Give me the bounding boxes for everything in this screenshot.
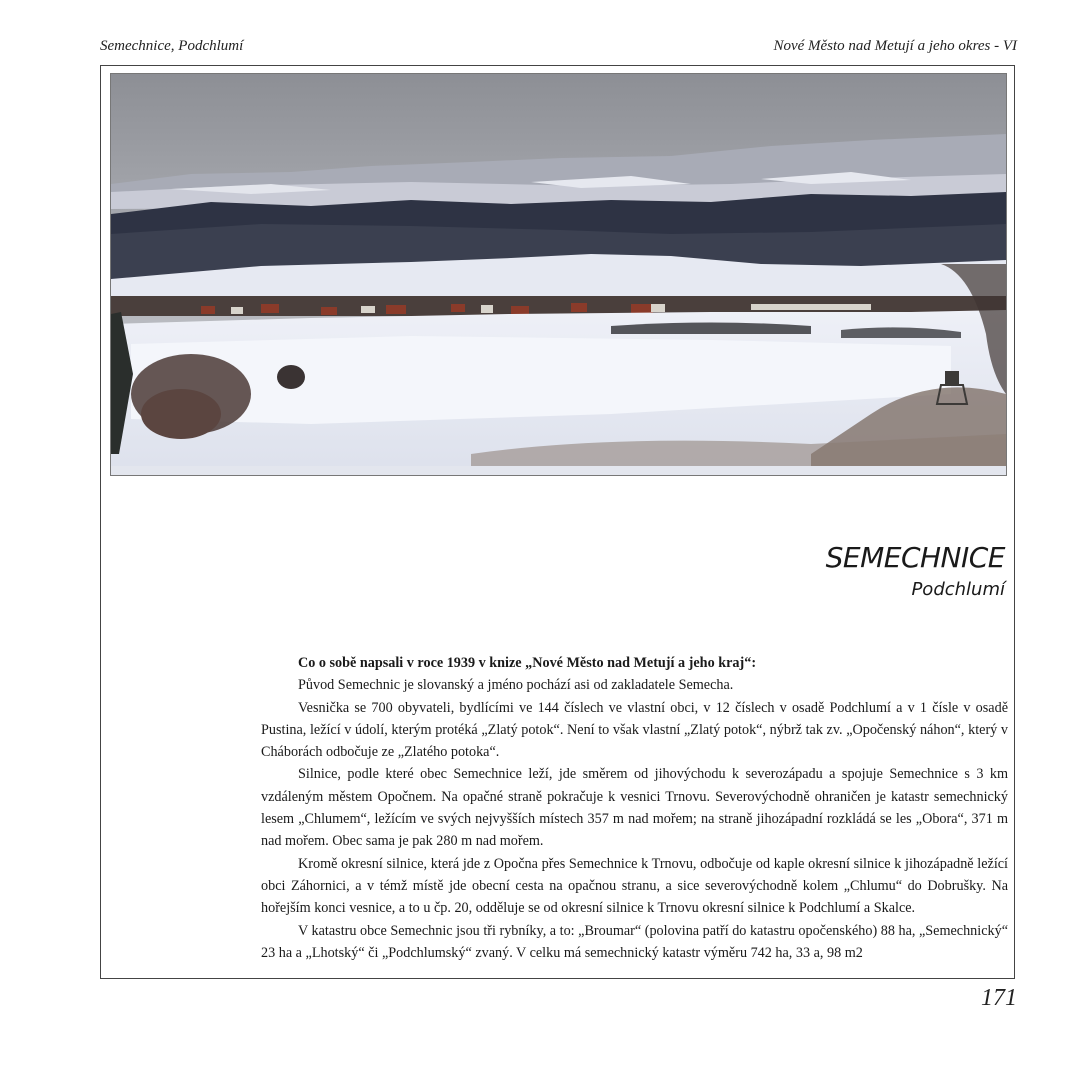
article-body bbox=[261, 652, 1008, 964]
running-header-right: Nové Město nad Metují a jeho okres - VI bbox=[773, 38, 1017, 54]
page-subtitle: Podchlumí bbox=[911, 579, 1005, 600]
title-block bbox=[826, 541, 1005, 600]
body-paragraph: Vesnička se 700 obyvateli, bydlícími ve 144 číslech ve vlastní obci, v 12 číslech v osadě Podchlumí a v 1 čísle v osadě Pustina, ležící v údolí, kterým protéká „Zlatý potok“. Není to však vlastní „Zlatý potok“, nýbrž tak zv. „Opočenský náhon“, který v Cháborách odbočuje ze „Zlatého potoka“. bbox=[261, 699, 1008, 761]
page-number: 171 bbox=[981, 985, 1017, 1011]
body-paragraph: Silnice, podle které obec Semechnice leží, jde směrem od jihovýchodu k severozápadu a spojuje Semechnice s 3 km vzdáleným městem Opočnem. Na opačné straně pokračuje k vesnici Trnovu. Severovýchodně ohraničen je katastr semechnický lesem „Chlumem“, ležícím ve svých nejvyšších místech 357 m nad mořem; na straně jihozápadní rozkládá se les „Obora“, 371 m nad mořem. Obec sama je pak 280 m nad mořem. bbox=[261, 766, 1008, 850]
lead-paragraph: Co o sobě napsali v roce 1939 v knize „Nové Město nad Metují a jeho kraj“: bbox=[298, 655, 757, 671]
body-paragraph: V katastru obce Semechnic jsou tři rybníky, a to: „Broumar“ (polovina patří do katastru opočenského) 88 ha, „Semechnický“ 23 ha a „Lhotský“ či „Podchlumský“ zvaný. V celku má semechnický katastr výměru 742 ha, 33 a, 98 m2 bbox=[261, 922, 1008, 961]
page-title: SEMECHNICE bbox=[825, 541, 1005, 574]
page-frame bbox=[100, 65, 1015, 979]
body-paragraph: Kromě okresní silnice, která jde z Opočna přes Semechnice k Trnovu, odbočuje od kaple okresní silnice k jihozápadně ležící obci Záhornici, a v témž místě jde obecní cesta na opačnou stranu, a sice severovýchodně kolem „Chlumu“ do Dobrušky. Na hořejším konci vesnice, a to u čp. 20, odděluje se od okresní silnice k Trnovu okresní silnice k Podchlumí a Skalce. bbox=[261, 855, 1008, 917]
winter-landscape-photo bbox=[110, 73, 1007, 476]
running-header-left: Semechnice, Podchlumí bbox=[100, 38, 244, 54]
body-paragraph: Původ Semechnic je slovanský a jméno pochází asi od zakladatele Semecha. bbox=[298, 677, 734, 694]
